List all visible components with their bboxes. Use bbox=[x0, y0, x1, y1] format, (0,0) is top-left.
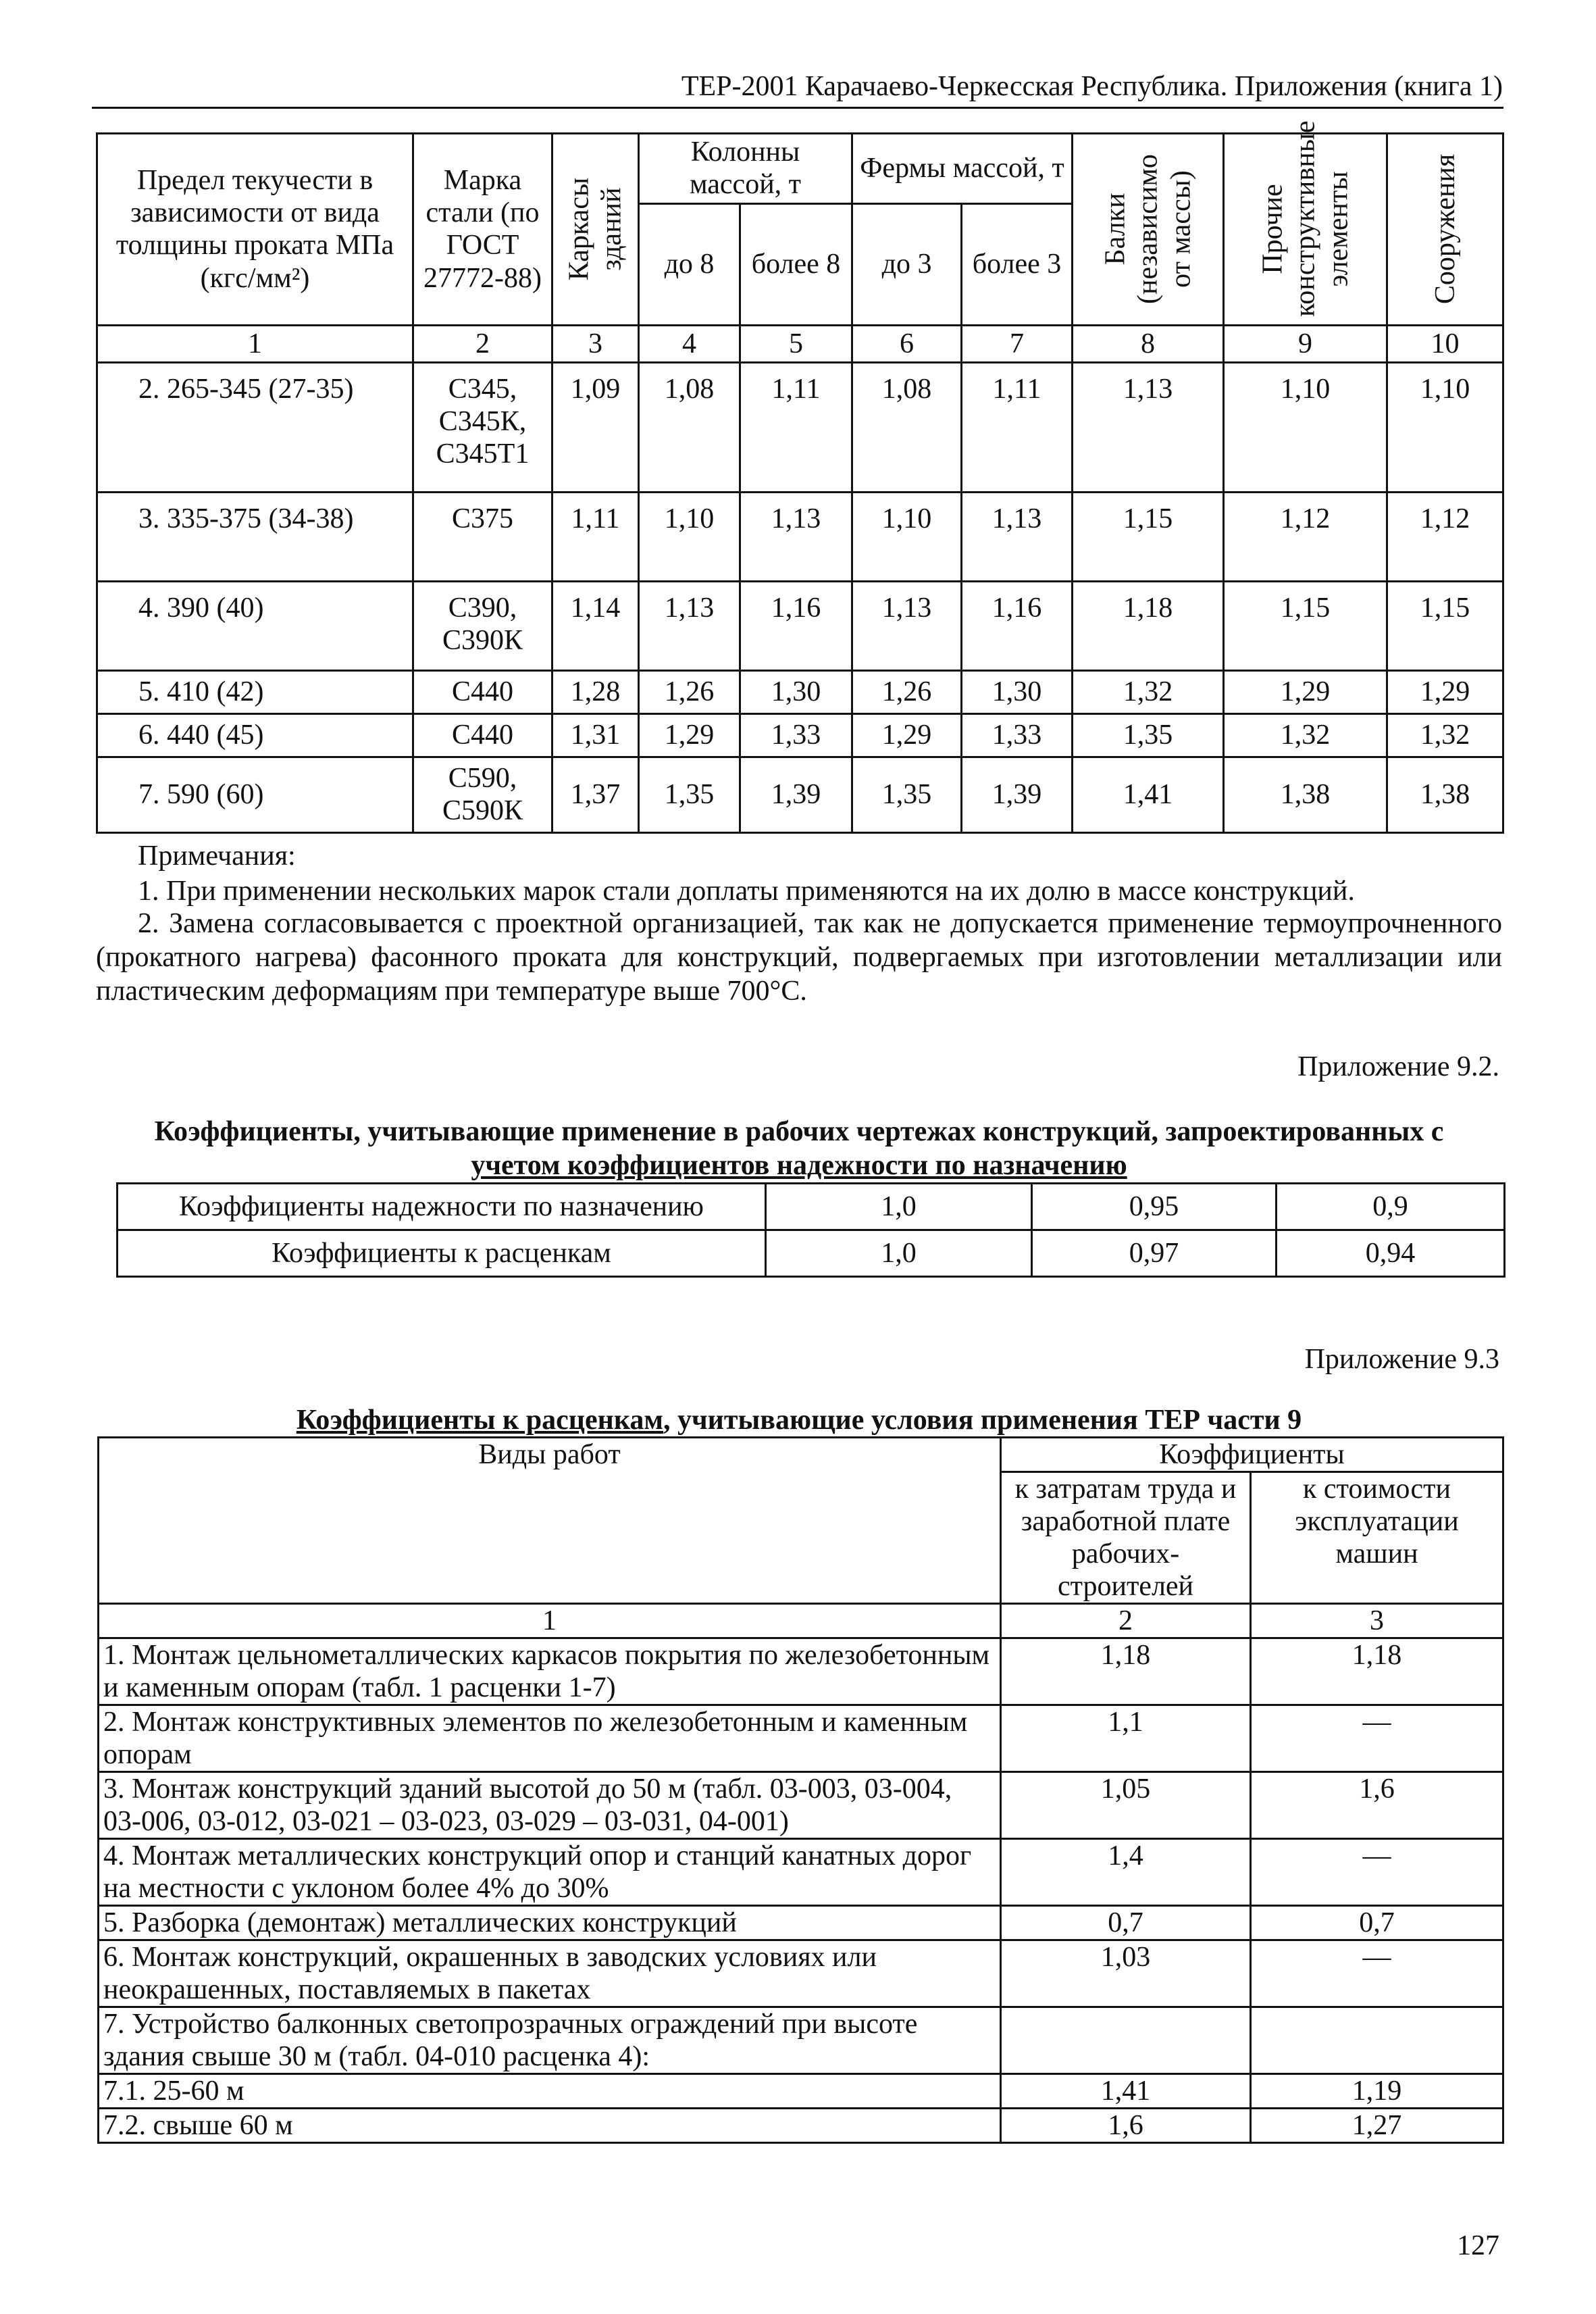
header-machines: к стоимости эксплуатации машин bbox=[1251, 1472, 1503, 1604]
appendix-9-2-title bbox=[96, 1115, 1502, 1182]
steel-coefficients-table bbox=[96, 120, 1504, 834]
note-2: 2. Замена согласовывается с проектной организацией, так как не допускается применение термоупрочненного (прокатного нагрева) фасонного проката для конструкций, подвергаемых при изготовлении металлизации или пластическим деформациям при температуре выше 700°С. bbox=[96, 908, 1502, 1007]
value-cell: 0,95 bbox=[1032, 1184, 1277, 1230]
value-cell: 1,12 bbox=[1387, 492, 1503, 581]
col-num: 9 bbox=[1224, 325, 1387, 362]
work-description: 6. Монтаж конструкций, окрашенных в заводских условиях или неокрашенных, поставляемых в пакетах bbox=[99, 1940, 1001, 2007]
header-columns-over: более 8 bbox=[740, 203, 852, 325]
work-description: 7. Устройство балконных светопрозрачных ограждений при высоте здания свыше 30 м (табл. 04-010 расценка 4): bbox=[99, 2007, 1001, 2074]
machine-coef: — bbox=[1251, 1940, 1503, 2007]
table-row bbox=[118, 1230, 1505, 1277]
col-num: 1 bbox=[97, 325, 413, 362]
yield-limit: 5. 410 (42) bbox=[97, 670, 413, 713]
appendix-9-2-label: Приложение 9.2. bbox=[1297, 1051, 1499, 1082]
table-row bbox=[97, 492, 1503, 581]
value-cell: 1,32 bbox=[1387, 713, 1503, 757]
value-cell: 1,29 bbox=[1387, 670, 1503, 713]
col-num: 10 bbox=[1387, 325, 1503, 362]
appendix-9-3-label: Приложение 9.3 bbox=[1304, 1344, 1499, 1375]
machine-coef: — bbox=[1251, 1839, 1503, 1906]
header-trusses-over: более 3 bbox=[962, 203, 1073, 325]
value-cell: 1,10 bbox=[1387, 362, 1503, 492]
value-cell: 0,94 bbox=[1277, 1230, 1505, 1277]
col-num: 3 bbox=[1251, 1604, 1503, 1638]
col-num: 6 bbox=[852, 325, 962, 362]
value-cell: 1,13 bbox=[639, 581, 740, 670]
value-cell: 1,29 bbox=[1224, 670, 1387, 713]
value-cell: 1,08 bbox=[852, 362, 962, 492]
page-number: 127 bbox=[1457, 2230, 1499, 2261]
steel-grade: С375 bbox=[413, 492, 552, 581]
value-cell: 1,09 bbox=[552, 362, 639, 492]
value-cell: 1,0 bbox=[766, 1230, 1032, 1277]
table-row bbox=[97, 757, 1503, 832]
col-num: 5 bbox=[740, 325, 852, 362]
note-1: 1. При применении нескольких марок стали доплаты применяются на их долю в массе конструкций. bbox=[138, 876, 1355, 907]
header-columns-upto: до 8 bbox=[639, 203, 740, 325]
header-other-elements: Прочие конструктивные элементы bbox=[1224, 134, 1387, 326]
value-cell: 1,32 bbox=[1073, 670, 1224, 713]
title-underlined: Коэффициенты к расценкам bbox=[296, 1405, 663, 1436]
value-cell: 1,30 bbox=[962, 670, 1073, 713]
column-number-row bbox=[99, 1604, 1503, 1638]
machine-coef: 1,18 bbox=[1251, 1638, 1503, 1705]
col-num: 2 bbox=[413, 325, 552, 362]
labor-coef: 1,03 bbox=[1001, 1940, 1251, 2007]
appendix-9-3-title bbox=[96, 1404, 1502, 1436]
value-cell: 1,08 bbox=[639, 362, 740, 492]
value-cell: 1,10 bbox=[639, 492, 740, 581]
value-cell: 1,13 bbox=[740, 492, 852, 581]
value-cell: 1,26 bbox=[639, 670, 740, 713]
value-cell: 0,97 bbox=[1032, 1230, 1277, 1277]
header-structures: Сооружения bbox=[1387, 134, 1503, 326]
col-num: 4 bbox=[639, 325, 740, 362]
title-rest: , учитывающие условия применения ТЕР части 9 bbox=[663, 1405, 1302, 1436]
table-row bbox=[97, 581, 1503, 670]
work-description: 4. Монтаж металлических конструкций опор и станций канатных дорог на местности с уклоном более 4% до 30% bbox=[99, 1839, 1001, 1906]
value-cell: 1,35 bbox=[1073, 713, 1224, 757]
value-cell: 1,33 bbox=[962, 713, 1073, 757]
value-cell: 1,31 bbox=[552, 713, 639, 757]
header-labor: к затратам труда и заработной плате рабочих-строителей bbox=[1001, 1472, 1251, 1604]
yield-limit: 4. 390 (40) bbox=[97, 581, 413, 670]
labor-coef: 1,18 bbox=[1001, 1638, 1251, 1705]
value-cell: 1,11 bbox=[962, 362, 1073, 492]
header-yield-limit: Предел текучести в зависимости от вида толщины проката МПа (кгс/мм²) bbox=[97, 134, 413, 326]
value-cell: 1,38 bbox=[1224, 757, 1387, 832]
value-cell: 1,16 bbox=[740, 581, 852, 670]
value-cell: 1,12 bbox=[1224, 492, 1387, 581]
machine-coef: — bbox=[1251, 1705, 1503, 1772]
steel-grade: С590, С590К bbox=[413, 757, 552, 832]
value-cell: 1,29 bbox=[639, 713, 740, 757]
steel-grade: С440 bbox=[413, 670, 552, 713]
value-cell: 1,11 bbox=[552, 492, 639, 581]
work-conditions-table bbox=[97, 1436, 1504, 2144]
steel-grade: С345, С345К, С345Т1 bbox=[413, 362, 552, 492]
value-cell: 1,30 bbox=[740, 670, 852, 713]
machine-coef bbox=[1251, 2007, 1503, 2074]
value-cell: 1,29 bbox=[852, 713, 962, 757]
value-cell: 1,41 bbox=[1073, 757, 1224, 832]
table-row bbox=[99, 2109, 1503, 2143]
value-cell: 1,13 bbox=[852, 581, 962, 670]
value-cell: 1,13 bbox=[962, 492, 1073, 581]
table-row bbox=[97, 713, 1503, 757]
row-label: Коэффициенты надежности по назначению bbox=[118, 1184, 766, 1230]
title-line-1: Коэффициенты, учитывающие применение в рабочих чертежах конструкций, запроектированных с bbox=[154, 1116, 1444, 1147]
row-label: Коэффициенты к расценкам bbox=[118, 1230, 766, 1277]
title-line-2: учетом коэффициентов надежности по назначению bbox=[471, 1150, 1127, 1181]
reliability-coefficients-table bbox=[116, 1182, 1505, 1278]
labor-coef: 1,4 bbox=[1001, 1839, 1251, 1906]
labor-coef: 1,05 bbox=[1001, 1772, 1251, 1839]
table-row bbox=[99, 2007, 1503, 2074]
header-work-types: Виды работ bbox=[99, 1438, 1001, 1604]
notes-heading: Примечания: bbox=[138, 840, 296, 872]
value-cell: 1,37 bbox=[552, 757, 639, 832]
value-cell: 1,11 bbox=[740, 362, 852, 492]
value-cell: 1,35 bbox=[639, 757, 740, 832]
column-number-row bbox=[97, 325, 1503, 362]
value-cell: 1,35 bbox=[852, 757, 962, 832]
labor-coef: 1,6 bbox=[1001, 2109, 1251, 2143]
table-row bbox=[99, 2074, 1503, 2109]
yield-limit: 6. 440 (45) bbox=[97, 713, 413, 757]
value-cell: 1,14 bbox=[552, 581, 639, 670]
machine-coef: 0,7 bbox=[1251, 1906, 1503, 1940]
work-description: 7.1. 25-60 м bbox=[99, 2074, 1001, 2109]
table-row bbox=[97, 670, 1503, 713]
table-row bbox=[99, 1705, 1503, 1772]
table-row bbox=[99, 1940, 1503, 2007]
value-cell: 1,39 bbox=[962, 757, 1073, 832]
header-trusses: Фермы массой, т bbox=[852, 134, 1073, 204]
labor-coef bbox=[1001, 2007, 1251, 2074]
col-num: 3 bbox=[552, 325, 639, 362]
value-cell: 1,26 bbox=[852, 670, 962, 713]
header-rule bbox=[92, 107, 1503, 109]
table-row bbox=[97, 362, 1503, 492]
labor-coef: 0,7 bbox=[1001, 1906, 1251, 1940]
running-header: ТЕР-2001 Карачаево-Черкесская Республика. Приложения (книга 1) bbox=[681, 71, 1503, 102]
header-building-frames: Каркасы зданий bbox=[552, 134, 639, 326]
table-row bbox=[99, 1638, 1503, 1705]
work-description: 2. Монтаж конструктивных элементов по железобетонным и каменным опорам bbox=[99, 1705, 1001, 1772]
value-cell: 1,15 bbox=[1073, 492, 1224, 581]
work-description: 7.2. свыше 60 м bbox=[99, 2109, 1001, 2143]
steel-grade: С440 bbox=[413, 713, 552, 757]
work-description: 1. Монтаж цельнометаллических каркасов покрытия по железобетонным и каменным опорам (табл. 1 расценки 1-7) bbox=[99, 1638, 1001, 1705]
value-cell: 1,18 bbox=[1073, 581, 1224, 670]
yield-limit: 3. 335-375 (34-38) bbox=[97, 492, 413, 581]
value-cell: 1,38 bbox=[1387, 757, 1503, 832]
table-row bbox=[99, 1839, 1503, 1906]
header-columns: Колонны массой, т bbox=[639, 134, 852, 204]
labor-coef: 1,1 bbox=[1001, 1705, 1251, 1772]
value-cell: 1,33 bbox=[740, 713, 852, 757]
table-row bbox=[118, 1184, 1505, 1230]
value-cell: 1,10 bbox=[852, 492, 962, 581]
yield-limit: 2. 265-345 (27-35) bbox=[97, 362, 413, 492]
col-num: 2 bbox=[1001, 1604, 1251, 1638]
header-steel-grade: Марка стали (по ГОСТ 27772-88) bbox=[413, 134, 552, 326]
labor-coef: 1,41 bbox=[1001, 2074, 1251, 2109]
work-description: 3. Монтаж конструкций зданий высотой до 50 м (табл. 03-003, 03-004, 03-006, 03-012, 03-021 – 03-023, 03-029 – 03-031, 04-001) bbox=[99, 1772, 1001, 1839]
value-cell: 1,15 bbox=[1224, 581, 1387, 670]
header-beams: Балки (независимо от массы) bbox=[1073, 134, 1224, 326]
yield-limit: 7. 590 (60) bbox=[97, 757, 413, 832]
table-row bbox=[99, 1906, 1503, 1940]
value-cell: 1,10 bbox=[1224, 362, 1387, 492]
col-num: 7 bbox=[962, 325, 1073, 362]
value-cell: 1,28 bbox=[552, 670, 639, 713]
col-num: 1 bbox=[99, 1604, 1001, 1638]
header-trusses-upto: до 3 bbox=[852, 203, 962, 325]
value-cell: 1,13 bbox=[1073, 362, 1224, 492]
value-cell: 1,32 bbox=[1224, 713, 1387, 757]
machine-coef: 1,27 bbox=[1251, 2109, 1503, 2143]
value-cell: 1,0 bbox=[766, 1184, 1032, 1230]
table-row bbox=[99, 1772, 1503, 1839]
machine-coef: 1,6 bbox=[1251, 1772, 1503, 1839]
col-num: 8 bbox=[1073, 325, 1224, 362]
value-cell: 1,15 bbox=[1387, 581, 1503, 670]
value-cell: 1,16 bbox=[962, 581, 1073, 670]
value-cell: 1,39 bbox=[740, 757, 852, 832]
work-description: 5. Разборка (демонтаж) металлических конструкций bbox=[99, 1906, 1001, 1940]
steel-grade: С390, С390К bbox=[413, 581, 552, 670]
value-cell: 0,9 bbox=[1277, 1184, 1505, 1230]
header-coefficients: Коэффициенты bbox=[1001, 1438, 1503, 1472]
machine-coef: 1,19 bbox=[1251, 2074, 1503, 2109]
